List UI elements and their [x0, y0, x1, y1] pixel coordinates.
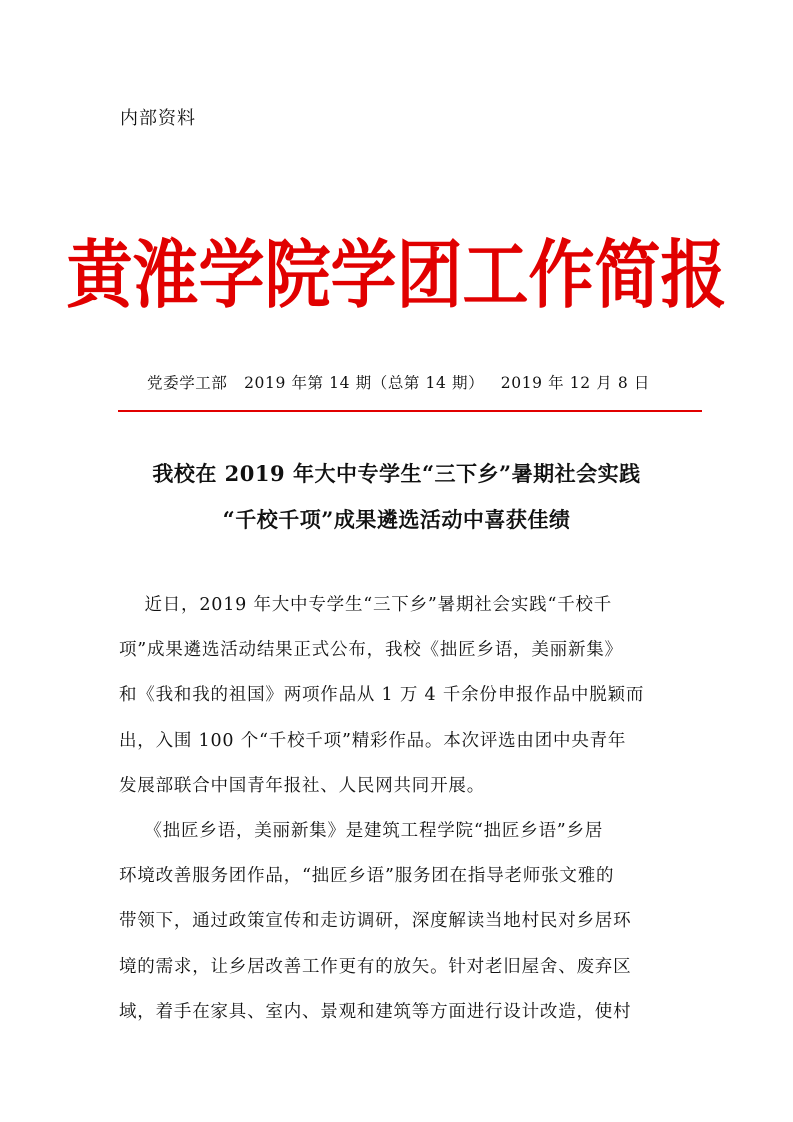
internal-label: 内部资料	[120, 108, 196, 129]
headline-line-2: “千校千项”成果遴选活动中喜获佳绩	[222, 507, 571, 532]
headline-line-1: 我校在 2019 年大中专学生“三下乡”暑期社会实践	[152, 461, 641, 486]
body-line: 出，入围 100 个“千校千项”精彩作品。本次评选由团中央青年	[119, 730, 627, 751]
issue-info-line: 党委学工部 2019 年第 14 期（总第 14 期） 2019 年 12 月 8 日	[147, 374, 650, 392]
red-divider	[118, 410, 702, 412]
article-body	[119, 583, 679, 1035]
body-line: 环境改善服务团作品，“拙匠乡语”服务团在指导老师张文雅的	[119, 866, 615, 887]
masthead-title: 黄淮学院学团工作简报	[66, 231, 727, 319]
article-headline	[0, 451, 793, 543]
body-line: 带领下，通过政策宣传和走访调研，深度解读当地村民对乡居环	[119, 911, 632, 932]
body-line: 近日，2019 年大中专学生“三下乡”暑期社会实践“千校千	[119, 595, 613, 615]
body-line: 和《我和我的祖国》两项作品从 1 万 4 千余份申报作品中脱颖而	[119, 685, 645, 706]
body-line: 《拙匠乡语，美丽新集》是建筑工程学院“拙匠乡语”乡居	[119, 820, 604, 841]
body-line: 发展部联合中国青年报社、人民网共同开展。	[119, 775, 485, 796]
body-line: 项”成果遴选活动结果正式公布，我校《拙匠乡语，美丽新集》	[119, 640, 623, 661]
body-line: 域，着手在家具、室内、景观和建筑等方面进行设计改造，使村	[119, 1001, 632, 1022]
body-line: 境的需求，让乡居改善工作更有的放矢。针对老旧屋舍、废弃区	[119, 956, 632, 977]
